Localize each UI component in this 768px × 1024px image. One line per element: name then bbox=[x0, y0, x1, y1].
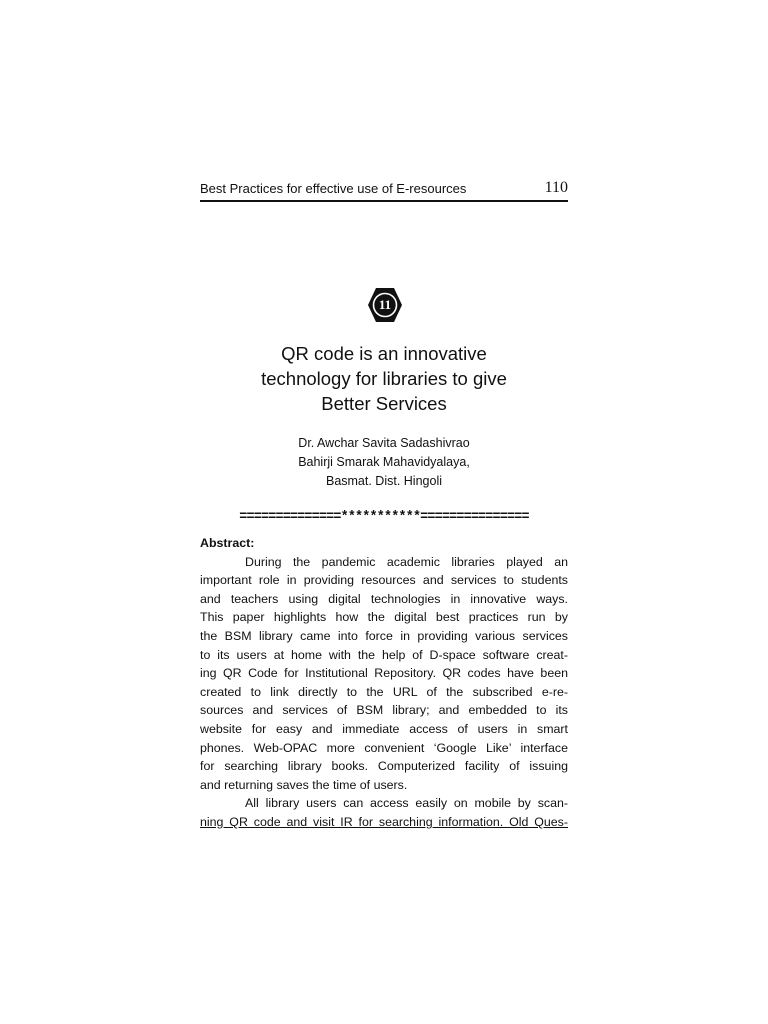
abstract-heading: Abstract: bbox=[200, 536, 255, 550]
author-name: Dr. Awchar Savita Sadashivrao bbox=[298, 436, 470, 450]
author-block bbox=[200, 434, 568, 491]
abstract-line: created to link directly to the URL of the subscribed e-re- bbox=[200, 684, 568, 699]
abstract-line: phones. Web-OPAC more convenient ‘Google Like’ interface bbox=[200, 740, 568, 755]
abstract-section bbox=[200, 534, 568, 832]
abstract-line: and returning saves the time of users. bbox=[200, 777, 408, 792]
abstract-line: During the pandemic academic libraries played an bbox=[245, 554, 568, 569]
author-institution: Bahirji Smarak Mahavidyalaya, bbox=[298, 455, 470, 469]
author-location: Basmat. Dist. Hingoli bbox=[325, 474, 442, 488]
abstract-line: and teachers using digital technologies in innovative ways. bbox=[200, 591, 568, 606]
abstract-line: ing QR Code for Institutional Repository. QR codes have been bbox=[200, 666, 568, 681]
running-title: Best Practices for effective use of E-resources bbox=[200, 181, 467, 196]
abstract-paragraph bbox=[200, 553, 568, 795]
abstract-line: sources and services of BSM library; and embedded to its bbox=[200, 703, 568, 718]
chapter-number-badge bbox=[367, 287, 403, 323]
chapter-number: 11 bbox=[378, 297, 392, 312]
title-line: technology for libraries to give bbox=[261, 368, 507, 389]
abstract-line: ning QR code and visit IR for searching information. Old Ques- bbox=[200, 814, 568, 829]
abstract-line: for searching library books. Computerized facility of issuing bbox=[200, 759, 568, 774]
page-number: 110 bbox=[544, 179, 568, 196]
abstract-line: All library users can access easily on mobile by scan- bbox=[245, 796, 568, 811]
title-line: QR code is an innovative bbox=[281, 343, 487, 364]
abstract-line: This paper highlights how the digital best practices run by bbox=[200, 610, 568, 625]
abstract-line: to its users at home with the help of D-space software creat- bbox=[200, 647, 568, 662]
abstract-paragraph bbox=[200, 794, 568, 831]
abstract-line: the BSM library came into force in providing various services bbox=[200, 628, 568, 643]
abstract-line: website for easy and immediate access of users in smart bbox=[200, 721, 568, 736]
title-line: Better Services bbox=[321, 393, 447, 414]
abstract-line: important role in providing resources and services to students bbox=[200, 573, 568, 588]
section-separator: ==============***********=============== bbox=[239, 510, 529, 525]
article-title bbox=[200, 341, 568, 416]
running-header bbox=[200, 180, 568, 202]
